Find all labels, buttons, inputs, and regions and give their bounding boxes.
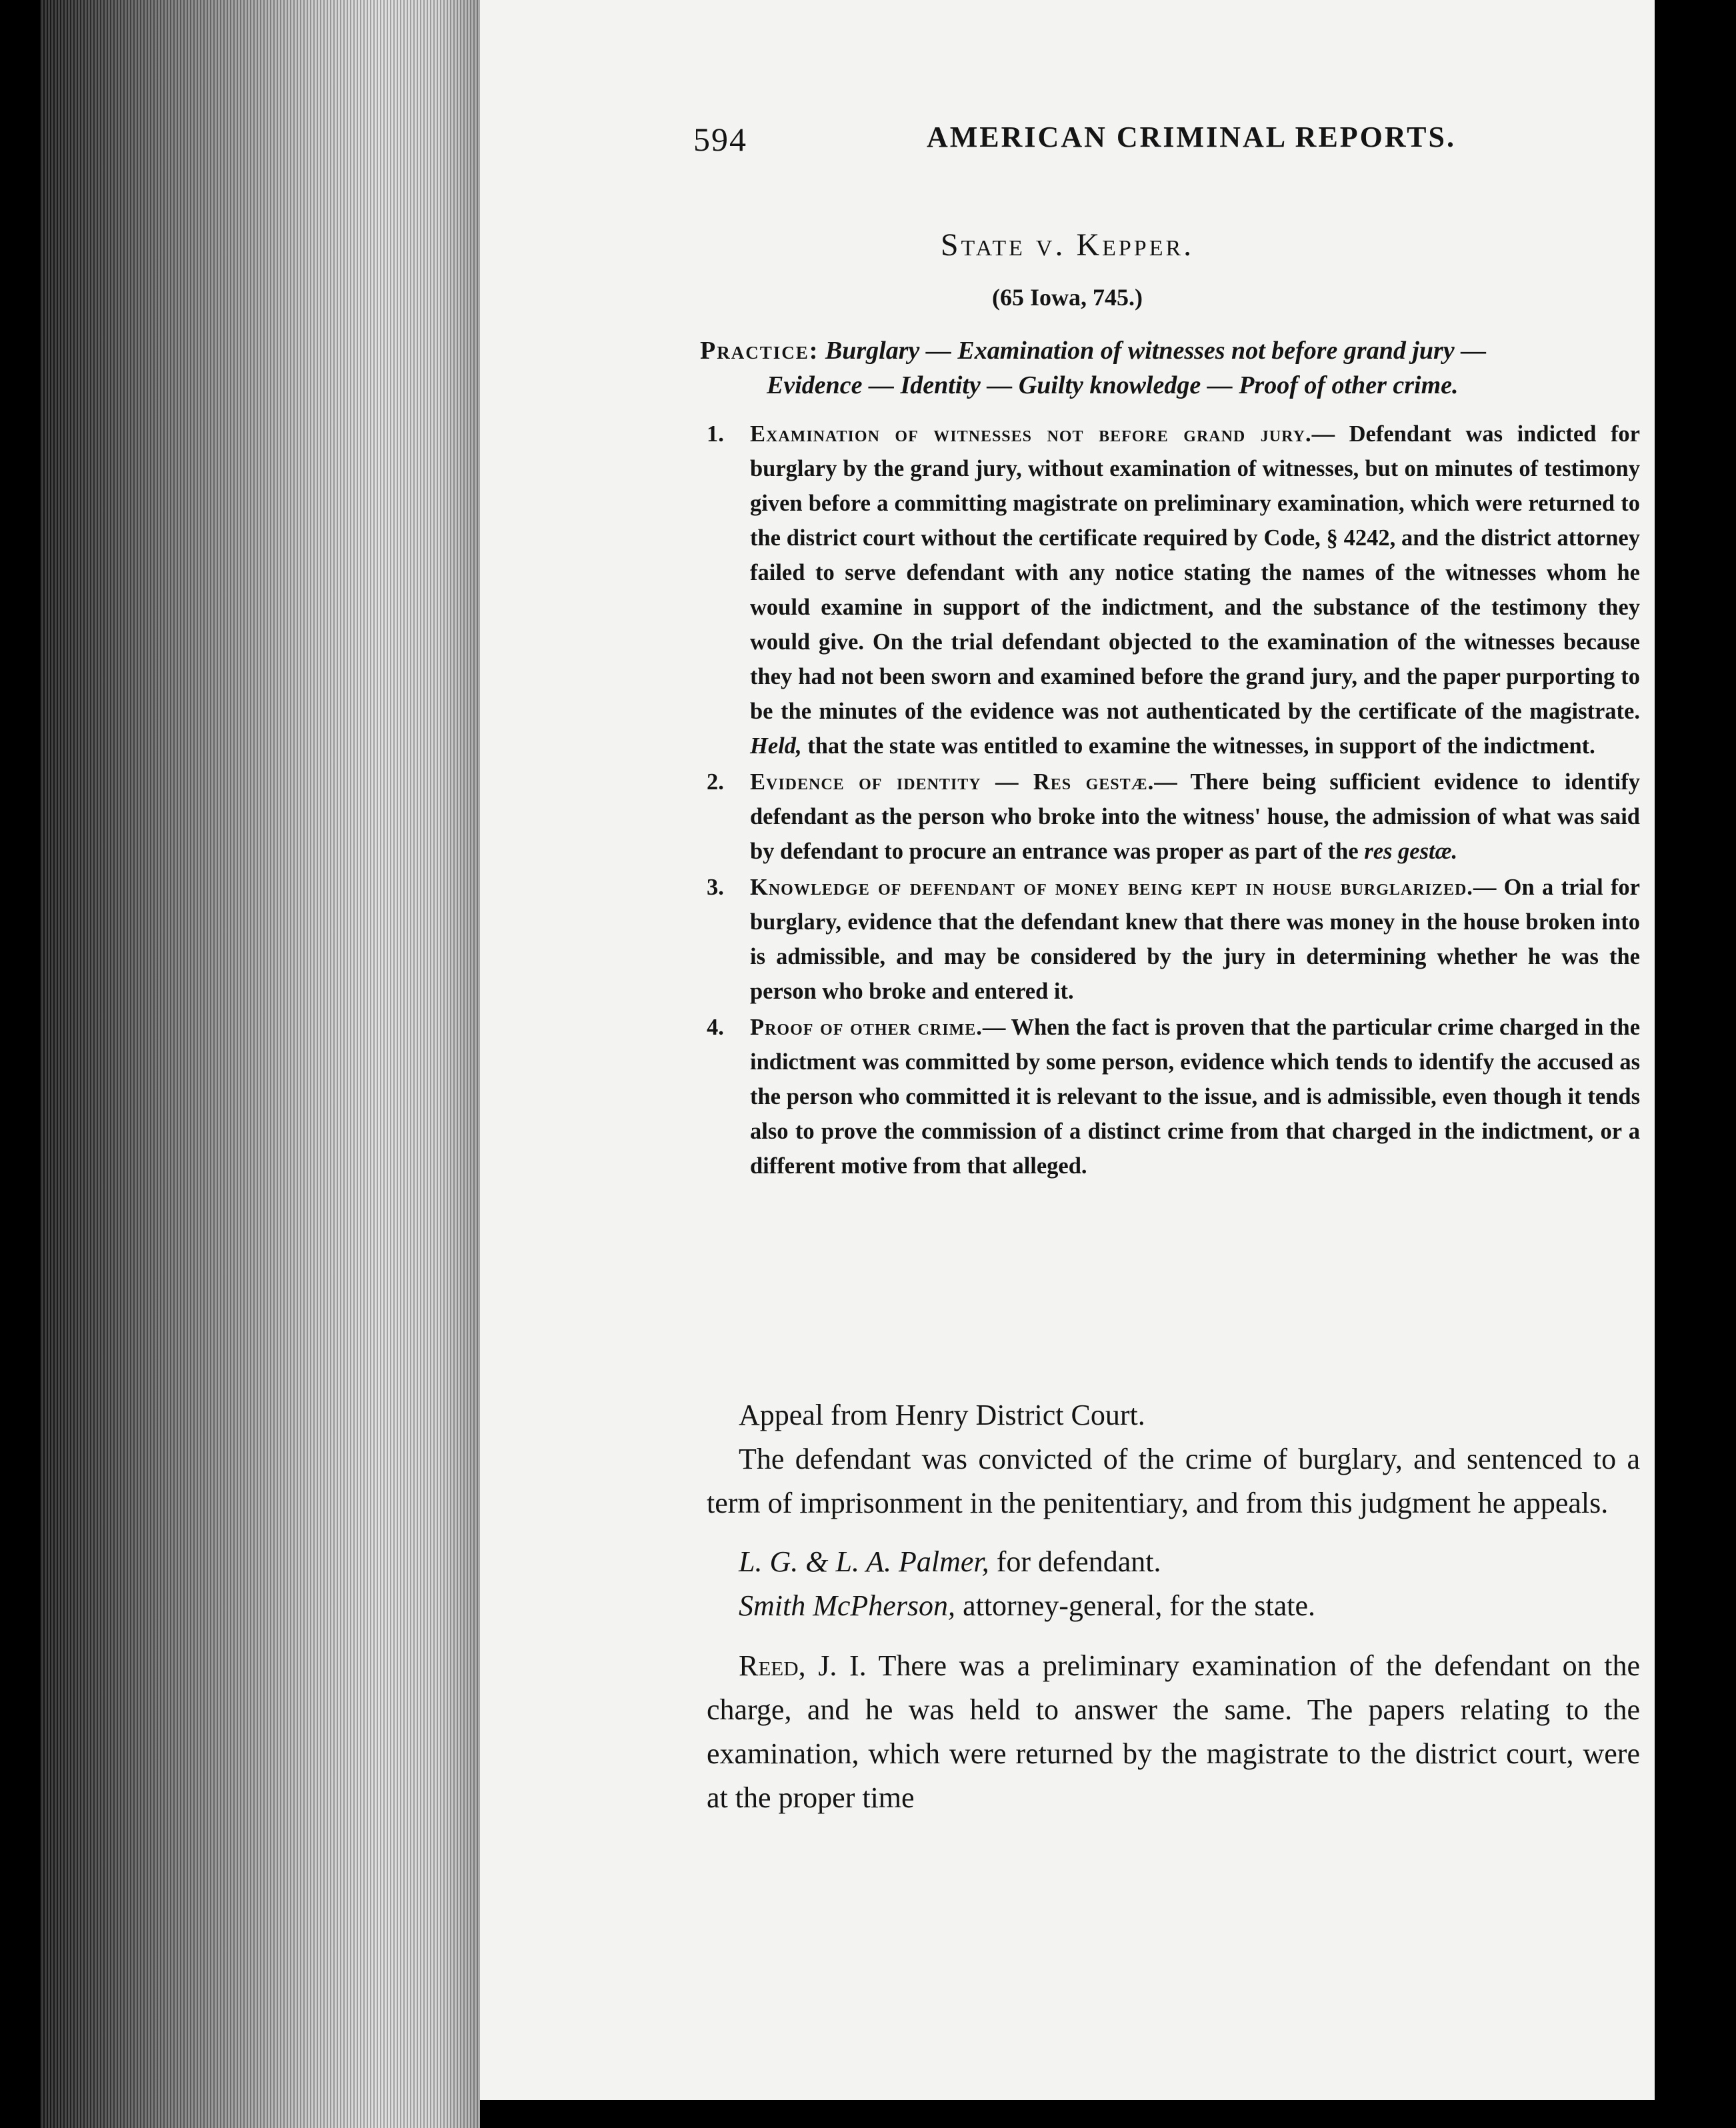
opinion-judge: Reed, J.: [739, 1649, 837, 1682]
scan-bottom-border: [480, 2100, 1655, 2128]
headnote-caption: Examination of witnesses not before grand jury.: [750, 421, 1312, 447]
practice-label: Practice:: [700, 337, 819, 365]
headnote-text-after: that the state was entitled to examine the witnesses, in support of the indictment.: [807, 733, 1595, 759]
headnote-number: 2.: [707, 769, 724, 795]
headnote-1: [707, 417, 1640, 763]
headnote-number: 1.: [707, 421, 724, 447]
case-statement: The defendant was convicted of the crime of burglary, and sentenced to a term of imprisonment in the penitentiary, and from this judgment he appeals.: [707, 1443, 1640, 1519]
headnote-4: [707, 1010, 1640, 1183]
headnote-held: Held,: [750, 733, 802, 759]
counsel-names: L. G. & L. A. Palmer,: [739, 1545, 989, 1578]
headnote-number: 3.: [707, 875, 724, 900]
headnote-text: — Defendant was indicted for burglary by the grand jury, without examination of witnesses, but on minutes of testimony given before a committing magistrate on preliminary examination, which were returned to the district court without the certificate required by Code, § 4242, and the district attorney failed to serve defendant with any notice stating the names of the witnesses whom he would examine in support of the indictment, and the substance of the testimony they would give. On the trial defendant objected to the examination of the witnesses because they had not been sworn and examined before the grand jury, and the paper purporting to be the minutes of the evidence was not authenticated by the certificate of the magistrate.: [750, 421, 1640, 724]
running-title: AMERICAN CRIMINAL REPORTS.: [927, 121, 1456, 153]
counsel-names: Smith McPherson,: [739, 1589, 956, 1622]
case-title: State v. Kepper.: [940, 227, 1195, 263]
headnote-italic-tail: res gestæ.: [1364, 839, 1458, 864]
appeal-line: Appeal from Henry District Court.: [739, 1399, 1145, 1431]
counsel-state: [739, 1584, 1640, 1628]
headnote-caption: Evidence of identity — Res gestæ.: [750, 769, 1155, 795]
practice-summary: [700, 333, 1647, 403]
headnotes: [707, 417, 1640, 1185]
counsel-role: for defendant.: [996, 1545, 1161, 1578]
headnote-3: [707, 870, 1640, 1009]
running-head: [693, 120, 1736, 167]
headnote-number: 4.: [707, 1015, 724, 1040]
book-page: [480, 0, 1655, 2100]
headnote-caption: Knowledge of defendant of money being kept in house burglarized.: [750, 875, 1473, 900]
scan-right-border: [1655, 0, 1736, 2128]
counsel-role: attorney-general, for the state.: [963, 1589, 1316, 1622]
counsel: [707, 1540, 1640, 1628]
headnote-text: — When the fact is proven that the particular crime charged in the indictment was committed by some person, evidence which tends to identify the accused as the person who committed it is relevant to the issue, and is admissible, even though it tends also to prove the commission of a distinct crime from that charged in the indictment, or a different motive from that alleged.: [750, 1015, 1641, 1179]
book-page-edges: [40, 0, 493, 2128]
headnote-2: [707, 765, 1640, 869]
case-citation: (65 Iowa, 745.): [992, 284, 1143, 311]
headnote-text: — On a trial for burglary, evidence that the defendant knew that there was money in the house broken into is admissible, and may be considered by the jury in determining whether he was the person who broke and entered it.: [750, 875, 1640, 1004]
page-number: 594: [693, 121, 747, 158]
headnote-text: — There being sufficient evidence to identify defendant as the person who broke into the witness' house, the admission of what was said by defendant to procure an entrance was proper as part of the: [750, 769, 1640, 864]
counsel-defendant: [739, 1540, 1640, 1584]
headnote-caption: Proof of other crime.: [750, 1015, 983, 1040]
opinion-text: I. There was a preliminary examination of the defendant on the charge, and he was held to answer the same. The papers relating to the examination, which were returned by the magistrate to the district court, were at the proper time: [707, 1649, 1640, 1814]
practice-topics-line1: Burglary — Examination of witnesses not before grand jury —: [825, 337, 1487, 365]
practice-topics-line2: Evidence — Identity — Guilty knowledge — Proof of other crime.: [767, 371, 1459, 399]
case-body: [707, 1393, 1640, 1820]
opinion-paragraph: [707, 1644, 1640, 1820]
